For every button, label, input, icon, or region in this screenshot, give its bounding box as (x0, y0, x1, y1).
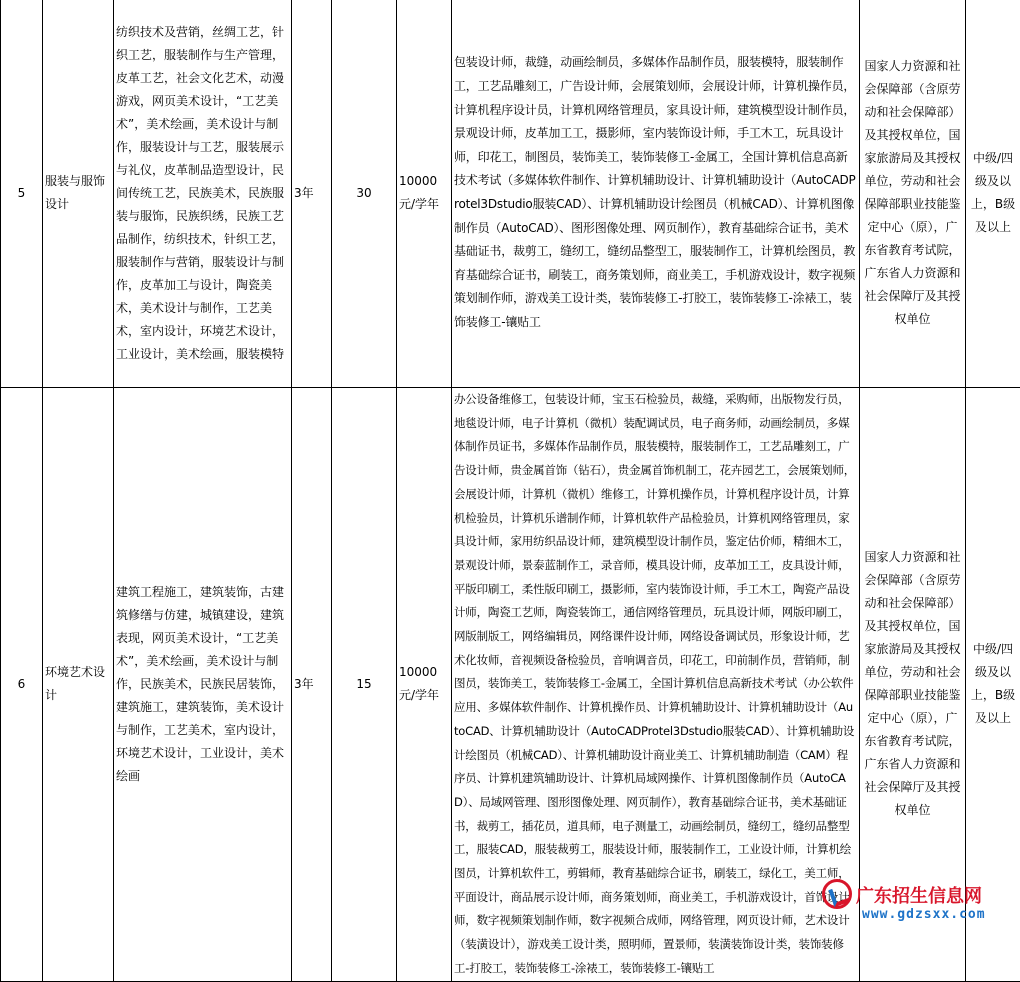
major-directions: 纺织技术及营销，丝绸工艺，针织工艺，服装制作与生产管理，皮革工艺，社会文化艺术，动漫游戏，网页美术设计，“工艺美术”，美术绘画，美术设计与制作，服装设计与工艺，服装展示与礼仪，皮革制品造型设计，民间传统工艺，民族美术，民族服装与服饰，民族织绣，民族工艺品制作，纺织技术，针织工艺，服装制作与营销，服装设计与制作，皮革加工与设计，陶瓷美术，美术设计与制作，工艺美术，室内设计，环境艺术设计，工业设计，美术绘画，服装模特 (114, 0, 292, 388)
major-name: 服装与服饰设计 (43, 0, 114, 388)
required-level: 中级/四级及以上，B级及以上 (966, 388, 1020, 982)
certificate-list: 包装设计师，裁缝，动画绘制员，多媒体作品制作员，服装模特，服装制作工，工艺品雕刻工，广告设计师，会展策划师，会展设计师，计算机操作员，计算机程序设计员，计算机网络管理员，家具设计师，建筑模型设计制作员，景观设计师，皮革加工工，摄影师，室内装饰设计师，手工木工，玩具设计师，印花工，制图员，装饰美工，装饰装修工-金属工，全国计算机信息高新技术考试（多媒体软件制作、计算机辅助设计、计算机辅助设计（AutoCADProtel3Dstudio服装CAD）、计算机辅助设计绘图员（机械CAD）、计算机图像制作员（AutoCAD）、图形图像处理、网页制作），教育基础综合证书，美术基础证书，裁剪工，缝纫工，缝纫品整型工，服装制作工，计算机绘图员，教育基础综合证书，刷装工，商务策划师，商业美工，手机游戏设计，数字视频策划制作师，游戏美工设计类，装饰装修工-打胶工，装饰装修工-涂裱工，装饰装修工-镶贴工 (452, 0, 860, 388)
issuing-authority: 国家人力资源和社会保障部（含原劳动和社会保障部）及其授权单位，国家旅游局及其授权单位，劳动和社会保障部职业技能鉴定中心（原），广东省教育考试院，广东省人力资源和社会保障厅及其授权单位 (860, 388, 966, 982)
table-row (1, 388, 1020, 982)
row-number: 5 (1, 0, 43, 388)
certificate-list: 办公设备维修工，包装设计师，宝玉石检验员，裁缝，采购师，出版物发行员，地毯设计师，电子计算机（微机）装配调试员，电子商务师，动画绘制员，多媒体制作员证书，多媒体作品制作员，服装模特，服装制作工，工艺品雕刻工，广告设计师，贵金属首饰（钻石），贵金属首饰机制工，花卉园艺工，会展策划师，会展设计师，计算机（微机）维修工，计算机操作员，计算机程序设计员，计算机检验员，计算机乐谱制作师，计算机软件产品检验员，计算机网络管理员，家具设计师，家用纺织品设计师，建筑模型设计制作员，鉴定估价师，精细木工，景观设计师，景泰蓝制作工，录音师，模具设计师，皮革加工工，皮具设计师，平版印刷工，柔性版印刷工，摄影师，室内装饰设计师，手工木工，陶瓷产品设计师，陶瓷工艺师，陶瓷装饰工，通信网络管理员，玩具设计师，网版印刷工，网版制版工，网络编辑员，网络课件设计师，网络设备调试员，形象设计师，艺术化妆师，音视频设备检验员，音响调音员，印花工，印前制作员，营销师，制图员，装饰美工，装饰装修工-金属工，全国计算机信息高新技术考试（办公软件应用、多媒体软件制作、计算机操作员、计算机辅助设计、计算机辅助设计（AutoCAD、计算机辅助设计（AutoCADProtel3Dstudio服装CAD）、计算机辅助设计绘图员（机械CAD）、计算机辅助设计商业美工、计算机辅助制造（CAM）程序员、计算机建筑辅助设计、计算机局域网操作、计算机图像制作员（AutoCAD）、局域网管理、图形图像处理、网页制作），教育基础综合证书，美术基础证书，裁剪工，插花员，道具师，电子测量工，动画绘制员，缝纫工，缝纫品整型工，服装CAD，服装裁剪工，服装设计师，服装制作工，工业设计师，计算机绘图员，计算机软件工，剪辑师，教育基础综合证书，刷装工，绿化工，美工师，平面设计，商品展示设计师，商务策划师，商业美工，手机游戏设计，首饰设计师，数字视频策划制作师，数字视频合成师，网络管理，网页设计师，艺术设计（装潢设计），游戏美工设计类，照明师，置景师，装潢装饰设计类，装饰装修工-打胶工，装饰装修工-涂裱工，装饰装修工-镶贴工 (452, 388, 860, 982)
row-number: 6 (1, 388, 43, 982)
tuition-fee: 10000元/学年 (397, 0, 452, 388)
tuition-fee: 10000元/学年 (397, 388, 452, 982)
enrollment-plan: 15 (332, 388, 397, 982)
table-row (1, 0, 1020, 388)
study-years: 3年 (292, 0, 332, 388)
watermark-url: www.gdzsxx.com (862, 907, 986, 922)
enrollment-plan: 30 (332, 0, 397, 388)
study-years: 3年 (292, 388, 332, 982)
major-name: 环境艺术设计 (43, 388, 114, 982)
issuing-authority: 国家人力资源和社会保障部（含原劳动和社会保障部）及其授权单位，国家旅游局及其授权单位，劳动和社会保障部职业技能鉴定中心（原），广东省教育考试院，广东省人力资源和社会保障厅及其授权单位 (860, 0, 966, 388)
watermark-title: 广东招生信息网 (856, 882, 982, 908)
major-directions: 建筑工程施工，建筑装饰，古建筑修缮与仿建，城镇建设，建筑表现，网页美术设计，“工艺美术”，美术绘画，美术设计与制作，民族美术，民族民居装饰，建筑施工，建筑装饰，美术设计与制作，工艺美术，室内设计，环境艺术设计，工业设计，美术绘画 (114, 388, 292, 982)
required-level: 中级/四级及以上，B级及以上 (966, 0, 1020, 388)
